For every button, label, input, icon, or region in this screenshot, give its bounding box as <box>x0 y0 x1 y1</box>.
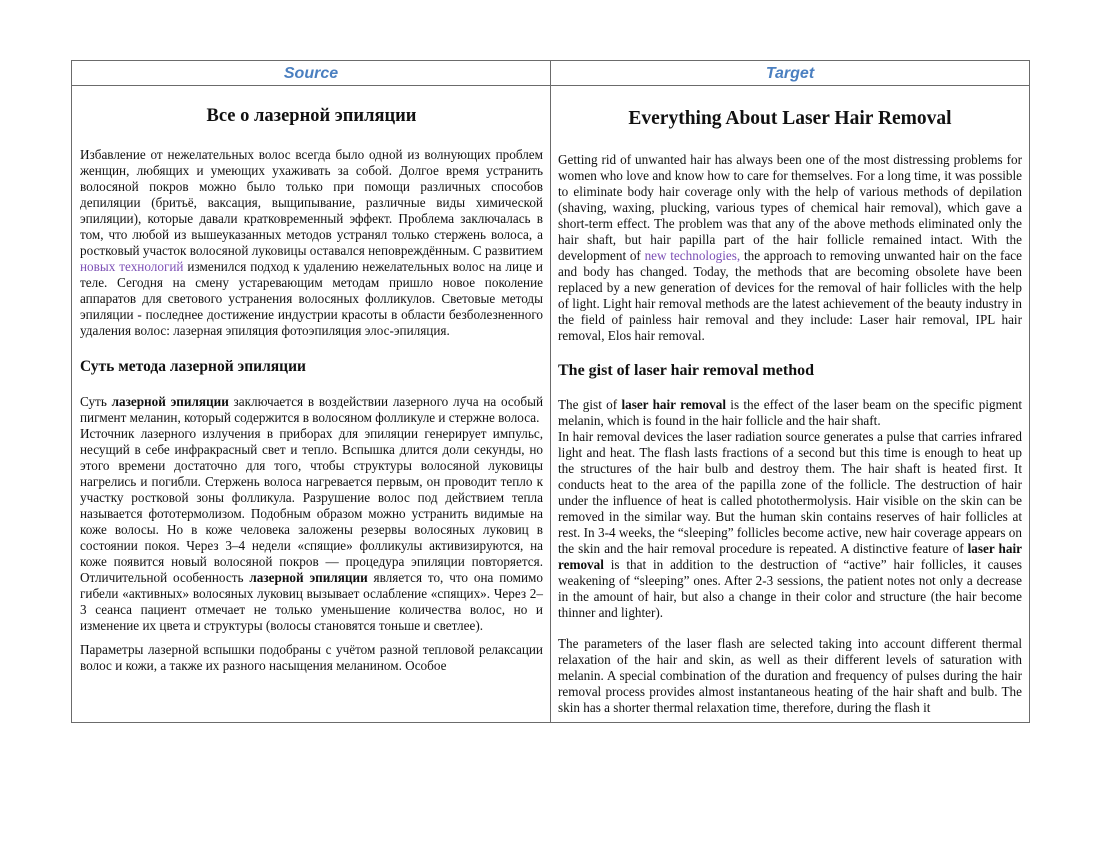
source-paragraph-mechanism: Источник лазерного излучения в приборах для эпиляции генерирует импульс, несущий в себе инфракрасный свет и тепло. Вспышка длится доли секунды, но этого времени достаточно для того, чтобы структуры волосяной луковицы нагрелись и погибли. Стержень волоса нагревается первым, он проводит тепло к участку ростковой зоны фолликула. Разрушение волос под действием тепла называется фототермолизом. Подобным образом можно устранить видимые на коже волосы. Но в коже человека заложены резервы волосяных луковиц в состоянии покоя. Через 3–4 недели «спящие» фолликулы активизируются, на коже появится новый волосяной покров — процедура эпиляции повторяется. Отличительной особенность лазерной эпиляции является то, что она помимо гибели «активных» волосяных луковиц вызывает ослабление «спящих». Через 2–3 сеанса пациент отмечает не только уменьшение количества волос, но и изменение их цвета и структуры (волосы становятся тоньше и светлее). <box>80 426 543 633</box>
source-paragraph-gist: Суть лазерной эпиляции заключается в воздействии лазерного луча на особый пигмент меланин, который содержится в волосяном фолликуле и стержне волоса. <box>80 394 543 425</box>
translation-table <box>71 60 1030 723</box>
source-column-header: Source <box>72 61 551 86</box>
target-paragraph-mechanism: In hair removal devices the laser radiation source generates a pulse that carries infrared light and heat. The flash lasts fractions of a second but this time is enough to heat up the structures of the hair bulb and destroy them. The hair shaft is heated first. It conducts heat to the area of the papilla zone of the follicle. The destruction of hair under the influence of heat is called photothermolysis. Hair visible on the skin can be removed in the similar way. But the human skin contains reserves of hair follicles at rest. In 3-4 weeks, the “sleeping” follicles become active, new hair coverage appears on the skin and the hair removal procedure is repeated. A distinctive feature of laser hair removal is that in addition to the destruction of “active” hair follicles, it causes weakening of “sleeping” ones. After 2-3 sessions, the patient notes not only a decrease in the amount of hair, but also a change in their color and structure (the hair become thinner and lighter). <box>558 429 1022 620</box>
target-paragraph-parameters: The parameters of the laser flash are selected taking into account different thermal relaxation of the hair and skin, as well as their different levels of saturation with melanin. A special combination of the duration and frequency of pulses during the hair removal process provides almost instantaneous heating of the hair shaft and bulb. The skin has a shorter thermal relaxation time, therefore, during the flash it <box>558 636 1022 715</box>
target-technologies-link[interactable]: new technologies, <box>644 248 741 263</box>
source-column <box>72 86 551 722</box>
target-column <box>551 86 1029 722</box>
source-paragraph-parameters: Параметры лазерной вспышки подобраны с учётом разной тепловой релаксации волос и кожи, а также их разного насыщения меланином. Особое <box>80 642 543 673</box>
target-paragraph-gist: The gist of laser hair removal is the effect of the laser beam on the specific pigment melanin, which is found in the hair follicle and the hair shaft. <box>558 397 1023 428</box>
source-title: Все о лазерной эпиляции <box>206 106 417 126</box>
target-paragraph-intro: Getting rid of unwanted hair has always been one of the most distressing problems for women who love and know how to care for themselves. For a long time, it was possible to eliminate body hair coverage only with the help of various methods of depilation (shaving, waxing, plucking, various types of chemical hair removal), which gave a short-term effect. The problem was that any of the above methods eliminated only the hair shaft, but hair papilla part of the hair follicle remained intact. With the development of new technologies, the approach to removing unwanted hair on the face and body has changed. Today, the methods that are becoming obsolete have been replaced by a new generation of devices for the removal of hair follicles with the help of light. Light hair removal methods are the latest achievement of the beauty industry in the field of painless hair removal and they include: Laser hair removal, IPL hair removal, Elos hair removal. <box>558 152 1023 343</box>
target-title: Everything About Laser Hair Removal <box>628 108 952 129</box>
source-paragraph-intro: Избавление от нежелательных волос всегда было одной из волнующих проблем женщин, любящих и умеющих ухаживать за собой. Долгое время устранить волосяной покров можно было только при помощи различных способов депиляции (бритьё, ваксация, выщипывание, различные виды химической эпиляции), которые давали кратковременный эффект. Проблема заключалась в том, что любой из вышеуказанных методов устранял только стержень волоса, а ростковый участок волосяной луковицы оставался неповреждённым. С развитием новых технологий изменился подход к удалению нежелательных волос на лице и теле. Сегодня на смену устаревающим методам пришло новое поколение аппаратов для светового устранения волосяных фолликулов. Световые методы эпиляции - последнее достижение индустрии красоты в области безболезненного удаления волос: лазерная эпиляция фотоэпиляция элос-эпиляция. <box>80 147 543 338</box>
target-column-header: Target <box>551 61 1029 86</box>
target-section-heading: The gist of laser hair removal method <box>558 362 814 379</box>
source-technologies-link[interactable]: новых технологий <box>80 259 184 274</box>
source-section-heading: Суть метода лазерной эпиляции <box>80 358 306 375</box>
